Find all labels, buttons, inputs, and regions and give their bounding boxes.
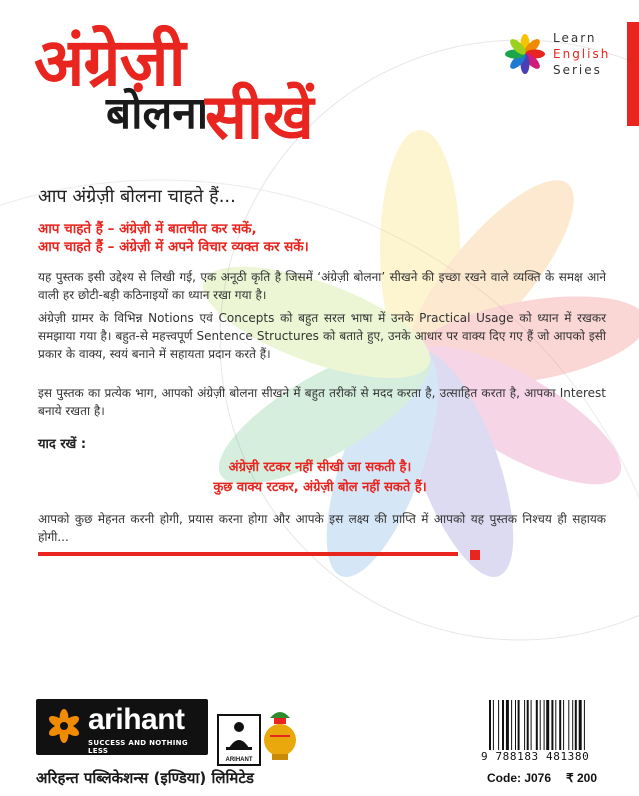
series-line-1: Learn xyxy=(553,31,597,45)
barcode-bar xyxy=(575,700,577,750)
barcode-bar xyxy=(568,700,569,750)
highlight-line: आप चाहते हैं – अंग्रेज़ी में बातचीत कर सकें, xyxy=(38,221,257,237)
series-label xyxy=(553,30,610,78)
barcode-bar xyxy=(511,700,512,750)
barcode-bar xyxy=(489,700,491,750)
highlight-line: आप चाहते हैं – अंग्रेज़ी में अपने विचार व्यक्त कर सकें। xyxy=(38,239,309,255)
seal-label: ARIHANT xyxy=(225,757,253,763)
barcode-bar xyxy=(502,700,504,750)
highlight-lines xyxy=(38,220,309,256)
paragraph-intro: यह पुस्तक इसी उद्देश्य से लिखी गई, एक अनूठी कृति है जिसमें ‘अंग्रेज़ी बोलना’ सीखने की इच्छा रखने वाले व्यक्ति के समक्ष आने वाली हर छोटी-बड़ी कठिनाइयों का ध्यान रखा गया है। xyxy=(38,270,606,302)
title-line-2-part-1: बोलना xyxy=(106,88,209,139)
remember-quote xyxy=(110,458,530,498)
meditation-seal-icon xyxy=(217,714,261,766)
barcode-bar xyxy=(546,700,549,750)
barcode-bar xyxy=(493,700,494,750)
series-badge xyxy=(503,28,623,82)
barcode-bar xyxy=(572,700,573,750)
barcode-bar xyxy=(518,700,520,750)
title-line-2-part-2: सीखें xyxy=(205,80,314,153)
title-line-1: अंग्रेज़ी xyxy=(34,24,185,101)
barcode-bar xyxy=(544,700,545,750)
barcode-bar xyxy=(506,700,509,750)
barcode-bar xyxy=(536,700,538,750)
paragraph-grammar: अंग्रेज़ी ग्रामर के विभिन्न Notions एवं Concepts को बहुत सरल भाषा में उनके Practical Usage को ध्यान में रखकर समझाया गया है। बहुत-से महत्त्वपूर्ण Sentence Structures को बताते हुए, उनके आधार पर वाक्य दिए गए हैं जो आपको इसी प्रकार के वाक्य, स्वयं बनाने में सहायता प्रदान करते हैं। xyxy=(38,311,606,361)
divider-line xyxy=(38,552,458,556)
isbn-barcode xyxy=(487,700,615,750)
barcode-bar xyxy=(579,700,582,750)
remember-label: याद रखें : xyxy=(38,437,87,452)
content-heading: आप अंग्रेज़ी बोलना चाहते हैं... xyxy=(38,186,236,207)
logo-tagline: SUCCESS AND NOTHING LESS xyxy=(88,739,188,755)
barcode-bar xyxy=(563,700,564,750)
quote-line: अंग्रेज़ी रटकर नहीं सीखी जा सकती है। xyxy=(228,460,412,475)
paragraph-closing: आपको कुछ मेहनत करनी होगी, प्रयास करना होगा और आपके इस लक्ष्य की प्राप्ति में आपको यह पुस्तक निश्चय ही सहायक होगी... xyxy=(38,512,606,544)
series-line-3: Series xyxy=(553,63,602,77)
logo-wordmark: arihant xyxy=(88,703,185,736)
book-price: ₹ 200 xyxy=(566,771,597,785)
barcode-bar xyxy=(584,700,585,750)
kalash-icon xyxy=(262,704,298,762)
flower-emblem-icon xyxy=(46,708,82,744)
barcode-bar xyxy=(531,700,532,750)
quote-line: कुछ वाक्य रटकर, अंग्रेज़ी बोल नहीं सकते हैं। xyxy=(213,480,427,495)
series-line-2: English xyxy=(553,47,611,61)
flower-icon xyxy=(503,32,547,76)
publisher-name: अरिहन्त पब्लिकेशन्स (इण्डिया) लिमिटेड xyxy=(36,769,254,787)
barcode-bar xyxy=(527,700,529,750)
barcode-bar xyxy=(498,700,499,750)
edge-accent-bar xyxy=(627,22,639,126)
barcode-bar xyxy=(555,700,556,750)
barcode-bar xyxy=(559,700,561,750)
barcode-bar xyxy=(524,700,525,750)
isbn-number: 9 788183 481380 xyxy=(481,750,590,763)
book-code: Code: J076 xyxy=(487,771,552,785)
barcode-bar xyxy=(540,700,541,750)
paragraph-sections: इस पुस्तक का प्रत्येक भाग, आपको अंग्रेज़ी बोलना सीखने में बहुत तरीकों से मदद करता है, उत्साहित करता है, आपका Interest बनाये रखता है। xyxy=(38,386,606,418)
arihant-logo xyxy=(36,699,208,755)
barcode-bar xyxy=(515,700,516,750)
divider-square xyxy=(470,550,480,560)
barcode-bar xyxy=(551,700,553,750)
